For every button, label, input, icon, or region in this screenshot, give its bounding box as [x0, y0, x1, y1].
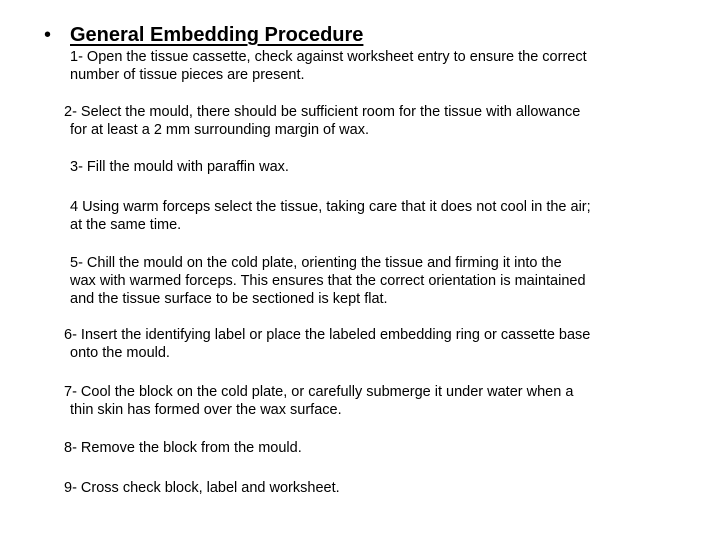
step-4	[70, 198, 591, 234]
step-6-line-2: onto the mould.	[70, 345, 170, 361]
bullet-icon: •	[44, 24, 52, 46]
step-3	[70, 158, 289, 176]
step-7-line-2: thin skin has formed over the wax surface.	[70, 402, 342, 418]
step-3-line-1: 3- Fill the mould with paraffin wax.	[70, 159, 289, 175]
step-4-line-2: at the same time.	[70, 217, 182, 233]
step-9	[64, 479, 340, 497]
step-9-line-1: 9- Cross check block, label and worksheet.	[64, 480, 340, 496]
page-title: General Embedding Procedure	[70, 24, 364, 46]
step-1-line-2: number of tissue pieces are present.	[70, 67, 305, 83]
step-1-line-1: 1- Open the tissue cassette, check against worksheet entry to ensure the correct	[70, 49, 587, 65]
step-8-line-1: 8- Remove the block from the mould.	[64, 440, 302, 456]
step-6-line-1: 6- Insert the identifying label or place the labeled embedding ring or cassette base	[64, 327, 591, 343]
step-8	[64, 439, 302, 457]
step-7-line-1: 7- Cool the block on the cold plate, or carefully submerge it under water when a	[64, 384, 574, 400]
step-2-line-2: for at least a 2 mm surrounding margin of wax.	[70, 122, 369, 138]
heading-row	[44, 20, 363, 50]
step-5-line-2: wax with warmed forceps. This ensures that the correct orientation is maintained	[70, 273, 586, 289]
step-4-line-1: 4 Using warm forceps select the tissue, taking care that it does not cool in the air;	[70, 199, 591, 215]
step-5-line-1: 5- Chill the mould on the cold plate, orienting the tissue and firming it into the	[70, 255, 562, 271]
step-6	[64, 326, 590, 362]
step-2	[64, 103, 580, 139]
step-2-line-1: 2- Select the mould, there should be sufficient room for the tissue with allowance	[64, 104, 581, 120]
step-7	[64, 383, 573, 419]
step-5	[70, 254, 586, 308]
step-5-line-3: and the tissue surface to be sectioned is kept flat.	[70, 291, 388, 307]
step-1	[70, 48, 587, 84]
